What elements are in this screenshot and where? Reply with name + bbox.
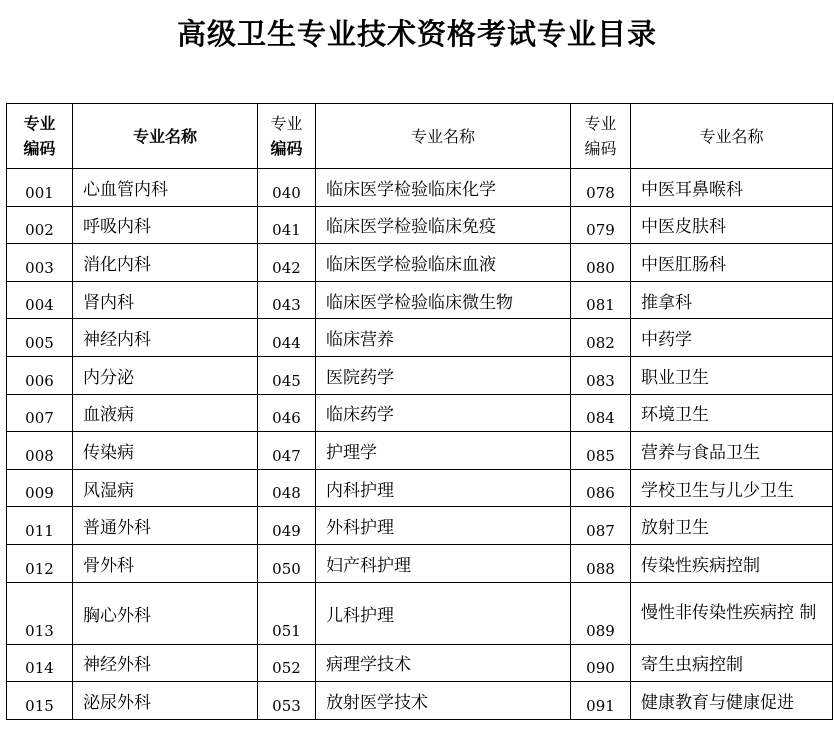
specialty-name: 学校卫生与儿少卫生 — [631, 469, 833, 507]
specialty-name: 外科护理 — [316, 507, 571, 545]
specialty-code: 043 — [258, 281, 316, 319]
specialty-code: 084 — [571, 394, 631, 432]
table-row — [7, 544, 833, 582]
specialty-code: 006 — [7, 356, 73, 394]
specialty-code: 053 — [258, 682, 316, 720]
specialty-name: 护理学 — [316, 432, 571, 470]
specialty-name: 内科护理 — [316, 469, 571, 507]
specialty-name: 临床医学检验临床化学 — [316, 169, 571, 207]
specialty-name: 传染性疾病控制 — [631, 544, 833, 582]
header-code-c: 专业 编码 — [571, 104, 631, 169]
specialty-code: 086 — [571, 469, 631, 507]
specialty-code: 015 — [7, 682, 73, 720]
specialty-name: 妇产科护理 — [316, 544, 571, 582]
table-row — [7, 169, 833, 207]
specialty-name: 医院药学 — [316, 356, 571, 394]
table-row — [7, 644, 833, 682]
specialty-code: 088 — [571, 544, 631, 582]
specialty-code: 081 — [571, 281, 631, 319]
specialty-name: 环境卫生 — [631, 394, 833, 432]
specialty-code: 042 — [258, 244, 316, 282]
table-row — [7, 507, 833, 545]
specialty-code: 085 — [571, 432, 631, 470]
specialty-code: 048 — [258, 469, 316, 507]
specialty-name: 临床医学检验临床免疫 — [316, 206, 571, 244]
table-row — [7, 244, 833, 282]
specialty-name: 心血管内科 — [73, 169, 258, 207]
specialty-code: 080 — [571, 244, 631, 282]
specialty-code: 046 — [258, 394, 316, 432]
specialty-name: 神经内科 — [73, 319, 258, 357]
table-row — [7, 469, 833, 507]
specialty-code: 007 — [7, 394, 73, 432]
specialty-name: 胸心外科 — [73, 582, 258, 644]
table-row — [7, 281, 833, 319]
specialty-name: 寄生虫病控制 — [631, 644, 833, 682]
specialty-name: 职业卫生 — [631, 356, 833, 394]
table-row — [7, 582, 833, 644]
specialty-name: 推拿科 — [631, 281, 833, 319]
specialty-code: 009 — [7, 469, 73, 507]
specialty-code: 040 — [258, 169, 316, 207]
specialty-code: 089 — [571, 582, 631, 644]
specialty-name: 健康教育与健康促进 — [631, 682, 833, 720]
specialty-name: 病理学技术 — [316, 644, 571, 682]
specialty-code: 014 — [7, 644, 73, 682]
page-title: 高级卫生专业技术资格考试专业目录 — [176, 17, 657, 51]
specialty-code: 044 — [258, 319, 316, 357]
header-code-a: 专业 编码 — [7, 104, 73, 169]
specialty-name: 营养与食品卫生 — [631, 432, 833, 470]
specialty-name: 临床医学检验临床血液 — [316, 244, 571, 282]
specialty-code: 090 — [571, 644, 631, 682]
specialty-name: 传染病 — [73, 432, 258, 470]
specialty-name: 内分泌 — [73, 356, 258, 394]
specialty-code: 045 — [258, 356, 316, 394]
specialty-name: 放射医学技术 — [316, 682, 571, 720]
header-name-c: 专业名称 — [631, 104, 833, 169]
specialty-code: 013 — [7, 582, 73, 644]
specialty-code: 005 — [7, 319, 73, 357]
specialty-code: 002 — [7, 206, 73, 244]
table-row — [7, 682, 833, 720]
specialty-name: 放射卫生 — [631, 507, 833, 545]
specialty-name: 慢性非传染性疾病控 制 — [631, 582, 833, 644]
header-code-b: 专业 编码 — [258, 104, 316, 169]
specialty-name: 呼吸内科 — [73, 206, 258, 244]
specialty-name: 肾内科 — [73, 281, 258, 319]
specialty-name: 中药学 — [631, 319, 833, 357]
specialty-code: 082 — [571, 319, 631, 357]
specialty-name: 临床医学检验临床微生物 — [316, 281, 571, 319]
specialty-name: 神经外科 — [73, 644, 258, 682]
specialty-code: 011 — [7, 507, 73, 545]
specialty-name: 消化内科 — [73, 244, 258, 282]
table-header-row — [7, 104, 833, 169]
specialty-code: 012 — [7, 544, 73, 582]
table-row — [7, 206, 833, 244]
specialty-code: 001 — [7, 169, 73, 207]
specialty-code: 041 — [258, 206, 316, 244]
specialty-name: 临床营养 — [316, 319, 571, 357]
specialty-code: 008 — [7, 432, 73, 470]
specialty-code: 051 — [258, 582, 316, 644]
specialty-code: 091 — [571, 682, 631, 720]
header-name-b: 专业名称 — [316, 104, 571, 169]
specialty-code: 004 — [7, 281, 73, 319]
specialty-code: 083 — [571, 356, 631, 394]
header-name-a: 专业名称 — [73, 104, 258, 169]
specialty-code: 050 — [258, 544, 316, 582]
table-row — [7, 319, 833, 357]
specialty-code: 087 — [571, 507, 631, 545]
specialty-name: 风湿病 — [73, 469, 258, 507]
table-row — [7, 432, 833, 470]
table-row — [7, 356, 833, 394]
specialty-code: 049 — [258, 507, 316, 545]
specialty-catalog-table — [6, 103, 833, 720]
specialty-name: 中医耳鼻喉科 — [631, 169, 833, 207]
specialty-code: 003 — [7, 244, 73, 282]
specialty-code: 079 — [571, 206, 631, 244]
specialty-name: 儿科护理 — [316, 582, 571, 644]
table-row — [7, 394, 833, 432]
specialty-code: 047 — [258, 432, 316, 470]
specialty-code: 078 — [571, 169, 631, 207]
specialty-name: 骨外科 — [73, 544, 258, 582]
specialty-name: 中医肛肠科 — [631, 244, 833, 282]
specialty-name: 血液病 — [73, 394, 258, 432]
specialty-name: 普通外科 — [73, 507, 258, 545]
specialty-name: 临床药学 — [316, 394, 571, 432]
specialty-code: 052 — [258, 644, 316, 682]
specialty-name: 中医皮肤科 — [631, 206, 833, 244]
specialty-name: 泌尿外科 — [73, 682, 258, 720]
